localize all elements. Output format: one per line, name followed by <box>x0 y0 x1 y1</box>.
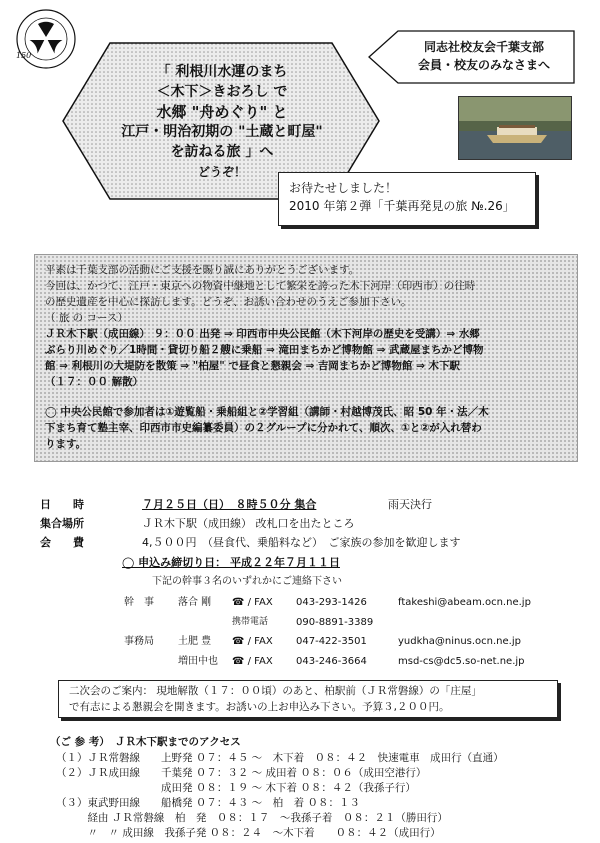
contact-email[interactable]: msd-cs@dc5.so-net.ne.jp <box>398 656 525 667</box>
title-text <box>112 62 332 182</box>
access-heading: （ご 参 考） ＪＲ木下駅までのアクセス <box>50 736 241 748</box>
contact-type: ☎ / FAX <box>232 597 273 608</box>
title-line-2: ＜木下＞きおろし で <box>156 84 288 100</box>
afterparty-line-1: 二次会のご案内： 現地解散（１７：００頃）のあと、柏駅前（ＪＲ常磐線）の「庄屋」 <box>69 685 482 697</box>
notice-box <box>278 172 536 226</box>
contact-phone: 090-8891-3389 <box>296 617 374 628</box>
info-line: （１７：００ 解散） <box>45 376 144 388</box>
recipient-line-1: 同志社校友会千葉支部 <box>423 40 544 54</box>
contact-type: ☎ / FAX <box>232 656 273 667</box>
info-line: 平素は千葉支部の活動にご支援を賜り誠にありがとうございます。 <box>45 264 360 276</box>
info-line: ＪＲ木下駅（成田線） ９：００ 出発 ⇒ 印西市中央公民館（木下河岸の歴史を受講）⇒ 水郷 <box>45 328 480 340</box>
date-note: 雨天決行 <box>388 498 432 511</box>
info-line: の歴史遺産を中心に探訪します。どうぞ、お誘い合わせのうえご参加下さい。 <box>45 296 412 308</box>
title-line-5: を訪ねる旅 」へ <box>170 144 274 160</box>
access-line: 〃 〃 成田線 我孫子発 ０８：２４ 〜木下着 ０８：４２（成田行） <box>56 827 441 839</box>
logo-badge: 150 <box>16 51 32 60</box>
access-line: 経由 ＪＲ常磐線 柏 発 ０８：１７ 〜我孫子着 ０８：２１（勝田行） <box>56 812 448 824</box>
contact-email[interactable]: ftakeshi@abeam.ocn.ne.jp <box>398 597 531 608</box>
info-line: （ 旅 の コース） <box>45 312 128 324</box>
fee-label: 会 費 <box>40 536 84 549</box>
fee-value: 4,５００円 （昼食代、乗船料など） ご家族の参加を歓迎します <box>142 536 461 549</box>
access-line: （１）ＪＲ常磐線 上野発 ０７：４５ 〜 木下着 ０８：４２ 快速電車 成田行（直通） <box>56 752 504 764</box>
date-label: 日 時 <box>40 498 84 511</box>
afterparty-box <box>58 680 558 718</box>
info-line: 今回は、かつて、江戸・東京への物資中継地として繁栄を誇った木下河岸（印西市）の往時 <box>45 280 476 292</box>
title-line-3: 水郷 "舟めぐり" と <box>156 103 288 121</box>
contact-email[interactable]: yudkha@ninus.ocn.ne.jp <box>398 636 521 647</box>
info-line: ります。 <box>45 438 87 450</box>
trefoil-icon <box>30 22 63 54</box>
access-line: （２）ＪＲ成田線 千葉発 ０７：３２ 〜 成田着 ０８：０６（成田空港行） <box>56 767 427 779</box>
access-line: 成田発 ０８：１９ 〜 木下着 ０８：４２（我孫子行） <box>56 782 416 794</box>
notice-line-2: 2010 年第２弾「千葉再発見の旅 №.26」 <box>289 199 515 213</box>
title-line-4: 江戸・明治初期の "土蔵と町屋" <box>121 124 323 140</box>
contact-phone: 047-422-3501 <box>296 636 367 647</box>
access-line: （３）東武野田線 船橋発 ０７：４３ 〜 柏 着 ０８：１３ <box>56 797 361 809</box>
info-line: 館 ⇒ 利根川の大堤防を散策 ⇒ "柏屋" で昼食と懇親会 ⇒ 吉岡まちかど博物館 ⇒ 木下駅 <box>45 360 461 372</box>
title-line-1: 「 利根川水運のまち <box>156 64 288 80</box>
recipient-line-2: 会員・校友のみなさまへ <box>417 58 550 72</box>
tour-info-box <box>34 254 578 462</box>
contact-name: 落合 剛 <box>178 597 212 608</box>
contact-phone: 043-246-3664 <box>296 656 367 667</box>
place-value: ＪＲ木下駅（成田線） 改札口を出たところ <box>142 517 355 530</box>
recipient-text <box>398 38 570 74</box>
riverboat-photo <box>458 96 572 160</box>
title-line-6: どうぞ！ <box>197 165 246 179</box>
contact-intro: 下記の幹事３名のいずれかにご連絡下さい <box>152 576 342 587</box>
contact-phone: 043-293-1426 <box>296 597 367 608</box>
place-label: 集合場所 <box>40 517 84 530</box>
info-line: ぶらり川めぐり／1時間・貸切り船２艘に乗船 ⇒ 滝田まちかど博物館 ⇒ 武蔵屋まちかど博物 <box>45 344 484 356</box>
contact-name: 増田中也 <box>178 656 218 667</box>
deadline: ◯ 申込み締切り日： 平成２２年７月１１日 <box>122 556 340 569</box>
contact-name: 土肥 豊 <box>178 636 212 647</box>
info-line: 下まち育て塾主宰、印西市市史編纂委員）の２グループに分かれて、順次、①と②が入れ替わ <box>45 422 482 434</box>
contact-type: ☎ / FAX <box>232 636 273 647</box>
notice-line-1: お待たせしました！ <box>289 181 398 195</box>
date-value: ７月２５日（日） ８時５０分 集合 <box>142 498 317 511</box>
contact-role: 事務局 <box>124 636 154 647</box>
afterparty-line-2: で有志による懇親会を開きます。お誘いの上お申込み下さい。予算３,２００円。 <box>69 701 450 713</box>
contact-role: 幹 事 <box>124 597 154 608</box>
info-line: ◯ 中央公民館で参加者は①遊覧船・乗船組と②学習組（講師・村越博茂氏、昭 50 年・法／木 <box>45 406 489 418</box>
contact-type: 携帯電話 <box>232 617 269 627</box>
